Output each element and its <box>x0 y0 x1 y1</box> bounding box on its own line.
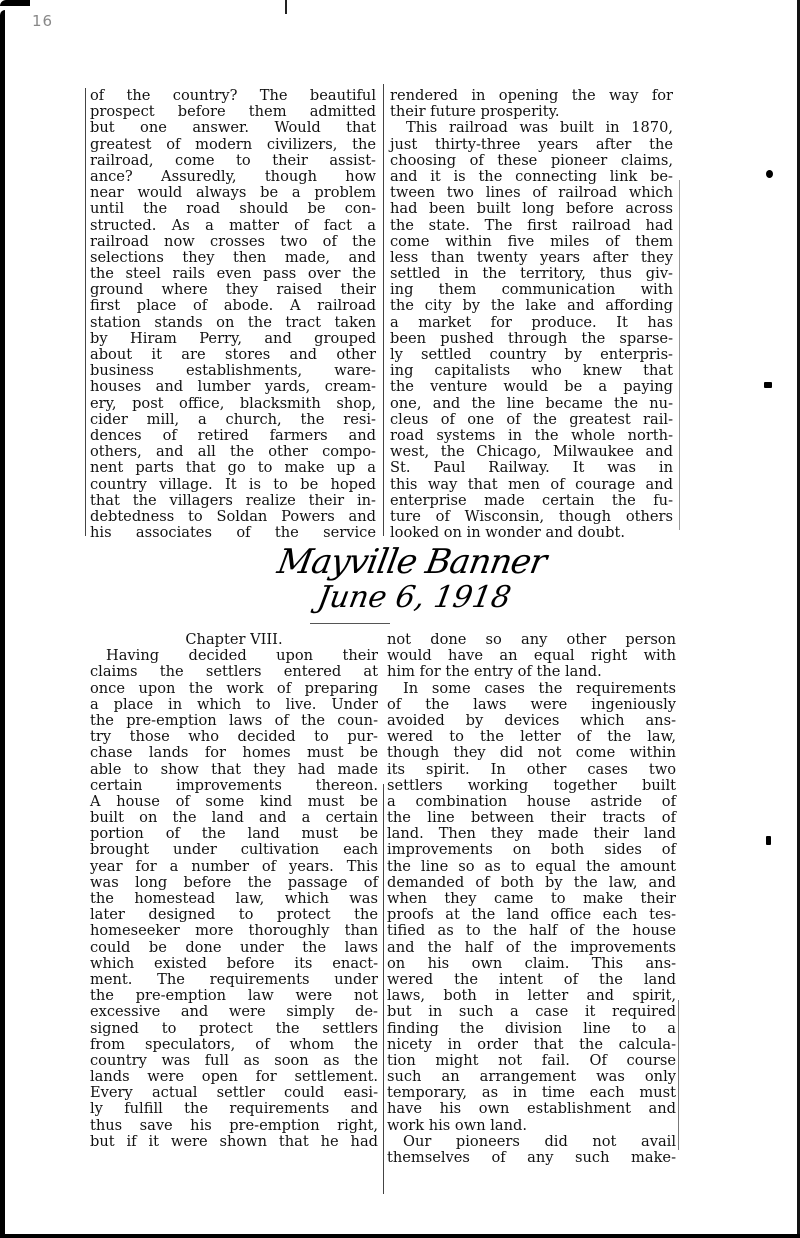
text-line: signed to protect the settlers <box>90 1019 378 1037</box>
text-line: others, and all the other compo- <box>90 443 376 461</box>
text-line: nicety in order that the calcula- <box>387 1035 676 1053</box>
column-rule-left-top <box>85 88 86 536</box>
text-line: was long before the passage of <box>90 873 378 891</box>
text-line: the steel rails even pass over the <box>90 265 376 283</box>
text-line: later designed to protect the <box>90 906 378 924</box>
text-line: themselves of any such make- <box>387 1149 676 1166</box>
handwritten-source-date: June 6, 1918 <box>314 580 514 615</box>
margin-cross-mark <box>766 836 771 845</box>
text-line: improvements on both sides of <box>387 841 676 859</box>
article-column-top-left <box>90 88 376 541</box>
text-line: railroad, come to their assist- <box>90 151 376 169</box>
text-line: less than twenty years after they <box>390 248 673 266</box>
text-line: by Hiram Perry, and grouped <box>90 329 376 347</box>
page-number-annotation: 16 <box>32 12 54 30</box>
margin-dot-mark <box>766 170 773 178</box>
text-line: of the country? The beautiful <box>90 87 376 104</box>
text-line: cleus of one of the greatest rail- <box>390 410 673 428</box>
text-line: him for the entry of the land. <box>387 663 602 681</box>
text-line: settlers working together built <box>387 776 676 794</box>
text-line: wered to the letter of the law, <box>387 728 676 746</box>
text-line: This railroad was built in 1870, <box>406 119 673 137</box>
text-line: the homestead law, which was <box>90 890 378 907</box>
text-line: the line so as to equal the amount <box>387 857 676 875</box>
text-line: which existed before its enact- <box>90 954 378 972</box>
text-line: laws, both in letter and spirit, <box>387 987 676 1005</box>
text-line: have his own establishment and <box>387 1100 676 1118</box>
text-line: west, the Chicago, Milwaukee and <box>390 443 673 461</box>
text-line: about it are stores and other <box>90 346 376 363</box>
text-line: business establishments, ware- <box>90 362 376 380</box>
text-line: tion might not fail. Of course <box>387 1051 676 1069</box>
text-line: that the villagers realize their in- <box>90 491 376 509</box>
text-line: country village. It is to be hoped <box>90 475 376 493</box>
text-line: first place of abode. A railroad <box>90 297 376 315</box>
text-line: one, and the line became the nu- <box>390 394 673 412</box>
text-line: houses and lumber yards, cream- <box>90 378 376 396</box>
text-line: been pushed through the sparse- <box>390 329 673 347</box>
text-line: rendered in opening the way for <box>390 87 673 104</box>
column-rule-right-bottom <box>678 1000 679 1150</box>
text-line: could be done under the laws <box>90 938 378 956</box>
text-line: built on the land and a certain <box>90 809 378 827</box>
text-line: excessive and were simply de- <box>90 1003 378 1021</box>
text-line: proofs at the land office each tes- <box>387 906 676 924</box>
margin-arrow-mark <box>764 382 772 388</box>
text-line: the city by the lake and affording <box>390 297 673 315</box>
text-line: able to show that they had made <box>90 760 378 778</box>
column-rule-middle-bottom <box>383 784 384 1194</box>
text-line: but one answer. Would that <box>90 119 376 137</box>
text-line: ery, post office, blacksmith shop, <box>90 394 376 412</box>
separator-rule <box>310 623 390 624</box>
text-line: had been built long before across <box>390 200 673 218</box>
text-line: road systems in the whole north- <box>390 426 673 444</box>
text-line: Having decided upon their <box>106 647 378 665</box>
column-rule-right-top <box>679 180 680 530</box>
text-line: ground where they raised their <box>90 281 376 299</box>
text-line: In some cases the requirements <box>403 679 676 697</box>
text-line: thus save his pre-emption right, <box>90 1116 378 1134</box>
text-line: a combination house astride of <box>387 792 676 810</box>
text-line: when they came to make their <box>387 890 676 907</box>
text-line: ance? Assuredly, though how <box>90 167 376 185</box>
article-column-bottom-left <box>90 632 378 1150</box>
text-line: on his own claim. This ans- <box>387 954 676 972</box>
text-line: near would always be a problem <box>90 184 376 202</box>
text-line: tween two lines of railroad which <box>390 184 673 202</box>
page-edge-bottom <box>0 1234 800 1238</box>
text-line: homeseeker more thoroughly than <box>90 922 378 940</box>
text-line: St. Paul Railway. It was in <box>390 459 673 477</box>
text-line: ly fulfill the requirements and <box>90 1100 378 1118</box>
article-column-bottom-right <box>387 632 676 1166</box>
text-line: the venture would be a paying <box>390 378 673 396</box>
text-line: this way that men of courage and <box>390 475 673 493</box>
text-line: would have an equal right with <box>387 647 676 665</box>
text-line: avoided by devices which ans- <box>387 711 676 729</box>
text-line: try those who decided to pur- <box>90 728 378 746</box>
text-line: come within five miles of them <box>390 232 673 250</box>
text-line: but in such a case it required <box>387 1003 676 1021</box>
text-line: the pre-emption law were not <box>90 987 378 1005</box>
text-line: until the road should be con- <box>90 200 376 218</box>
text-line: year for a number of years. This <box>90 857 378 875</box>
text-line: though they did not come within <box>387 744 676 762</box>
text-line: but if it were shown that he had <box>90 1132 378 1150</box>
text-line: choosing of these pioneer claims, <box>390 151 673 169</box>
text-line: temporary, as in time each must <box>387 1084 676 1102</box>
column-rule-middle-top <box>383 84 384 536</box>
text-line: claims the settlers entered at <box>90 663 378 681</box>
text-line: A house of some kind must be <box>90 792 378 810</box>
text-line: structed. As a matter of fact a <box>90 216 376 234</box>
text-line: ture of Wisconsin, though others <box>390 507 673 525</box>
text-line: ly settled country by enterpris- <box>390 346 673 363</box>
text-line: their future prosperity. <box>390 103 560 121</box>
text-line: railroad now crosses two of the <box>90 232 376 250</box>
text-line: such an arrangement was only <box>387 1068 676 1086</box>
text-line: settled in the territory, thus giv- <box>390 265 673 283</box>
text-line: prospect before them admitted <box>90 103 376 121</box>
text-line: chase lands for homes must be <box>90 744 378 762</box>
text-line: of the laws were ingeniously <box>387 695 676 713</box>
text-line: brought under cultivation each <box>90 841 378 859</box>
text-line: looked on in wonder and doubt. <box>390 524 625 542</box>
text-line: work his own land. <box>387 1116 527 1134</box>
text-line: from speculators, of whom the <box>90 1035 378 1053</box>
text-line: finding the division line to a <box>387 1019 676 1037</box>
text-line: and it is the connecting link be- <box>390 167 673 185</box>
text-line: ing capitalists who knew that <box>390 362 673 380</box>
text-line: just thirty-three years after the <box>390 135 673 153</box>
text-line: enterprise made certain the fu- <box>390 491 673 509</box>
binding-mark <box>285 0 287 14</box>
text-line: and the half of the improvements <box>387 938 676 956</box>
text-line: nent parts that go to make up a <box>90 459 376 477</box>
text-line: the state. The first railroad had <box>390 216 673 234</box>
text-line: portion of the land must be <box>90 825 378 843</box>
text-line: selections they then made, and <box>90 248 376 266</box>
text-line: debtedness to Soldan Powers and <box>90 507 376 525</box>
text-line: land. Then they made their land <box>387 825 676 843</box>
text-line: the line between their tracts of <box>387 809 676 827</box>
chapter-heading: Chapter VIII. <box>185 631 283 648</box>
text-line: a place in which to live. Under <box>90 695 378 713</box>
text-line: the pre-emption laws of the coun- <box>90 711 378 729</box>
text-line: Our pioneers did not avail <box>403 1132 676 1150</box>
text-line: once upon the work of preparing <box>90 679 378 697</box>
text-line: greatest of modern civilizers, the <box>90 135 376 153</box>
text-line: cider mill, a church, the resi- <box>90 410 376 428</box>
text-line: tified as to the half of the house <box>387 922 676 940</box>
text-line: ment. The requirements under <box>90 970 378 988</box>
text-line: his associates of the service <box>90 524 376 542</box>
text-line: a market for produce. It has <box>390 313 673 331</box>
text-line: Every actual settler could easi- <box>90 1084 378 1102</box>
text-line: certain improvements thereon. <box>90 776 378 794</box>
text-line: lands were open for settlement. <box>90 1068 378 1086</box>
text-line: wered the intent of the land <box>387 970 676 988</box>
page-edge-left <box>0 10 5 1238</box>
handwritten-source-title: Mayville Banner <box>274 542 550 582</box>
text-line: station stands on the tract taken <box>90 313 376 331</box>
text-line: not done so any other person <box>387 631 676 648</box>
text-line: country was full as soon as the <box>90 1051 378 1069</box>
text-line: dences of retired farmers and <box>90 426 376 444</box>
page-edge-top <box>0 0 30 6</box>
text-line: demanded of both by the law, and <box>387 873 676 891</box>
text-line: ing them communication with <box>390 281 673 299</box>
article-column-top-right <box>390 88 673 541</box>
text-line: its spirit. In other cases two <box>387 760 676 778</box>
